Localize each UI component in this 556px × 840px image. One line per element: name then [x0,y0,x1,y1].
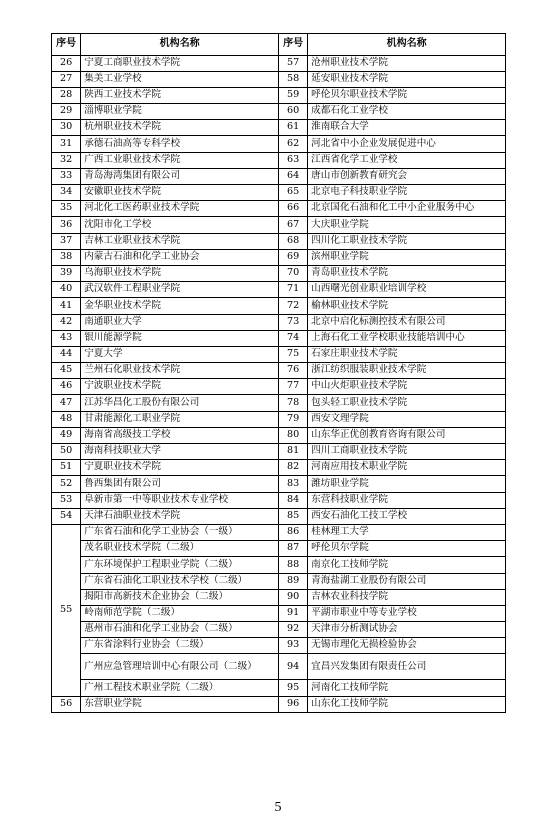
institution-name-right: 青岛职业技术学院 [308,265,506,281]
table-row [52,55,506,71]
row-number-left: 32 [52,152,81,168]
table-row [52,330,506,346]
institution-name-left: 杭州职业技术学院 [81,120,279,136]
row-number-left: 42 [52,314,81,330]
table-row [52,104,506,120]
institution-name-left: 广东省涂料行业协会（二级） [81,638,279,654]
institution-name-left: 广东省石油和化学工业协会（一级） [81,524,279,540]
row-number-right: 70 [278,265,307,281]
institution-name-right: 西安文理学院 [308,411,506,427]
row-number-right: 58 [278,71,307,87]
table-row [52,233,506,249]
row-number-left: 56 [52,696,81,712]
institution-name-right: 呼伦贝尔学院 [308,541,506,557]
table-row [52,265,506,281]
institution-name-right: 包头轻工职业技术学院 [308,395,506,411]
row-number-right: 82 [278,460,307,476]
table-row [52,589,506,605]
row-number-right: 68 [278,233,307,249]
row-number-left: 53 [52,492,81,508]
institution-name-right: 唐山市创新教育研究会 [308,168,506,184]
table-row [52,152,506,168]
institution-name-left: 江苏华昌化工股份有限公司 [81,395,279,411]
row-number-right: 62 [278,136,307,152]
table-row [52,476,506,492]
row-number-right: 89 [278,573,307,589]
institution-name-left: 海南省高级技工学校 [81,427,279,443]
institution-name-left: 广西工业职业技术学院 [81,152,279,168]
institution-name-left: 惠州市石油和化学工业协会（二级） [81,622,279,638]
institution-name-left: 宁波职业技术学院 [81,379,279,395]
institution-name-left: 甘肃能源化工职业学院 [81,411,279,427]
institution-name-right: 山西曙光创业职业培训学校 [308,282,506,298]
institution-name-right: 上海石化工业学校职业技能培训中心 [308,330,506,346]
institution-name-right: 北京国化石油和化工中小企业服务中心 [308,201,506,217]
institution-name-right: 北京电子科技职业学院 [308,185,506,201]
row-number-right: 61 [278,120,307,136]
row-number-left: 54 [52,508,81,524]
table-row [52,136,506,152]
row-number-left: 44 [52,346,81,362]
table-row [52,654,506,680]
row-number-right: 77 [278,379,307,395]
row-number-left: 31 [52,136,81,152]
institution-name-left: 沈阳市化工学校 [81,217,279,233]
institution-name-left: 天津石油职业技术学院 [81,508,279,524]
row-number-left: 34 [52,185,81,201]
institution-name-right: 延安职业技术学院 [308,71,506,87]
table-row [52,508,506,524]
row-number-left: 39 [52,265,81,281]
row-number-right: 64 [278,168,307,184]
row-number-right: 84 [278,492,307,508]
institution-name-right: 东营科技职业学院 [308,492,506,508]
table-row [52,638,506,654]
institution-name-right: 成都石化工业学校 [308,104,506,120]
row-number-right: 93 [278,638,307,654]
table-row [52,395,506,411]
institution-name-left: 银川能源学院 [81,330,279,346]
table-row [52,298,506,314]
institution-name-left: 安徽职业技术学院 [81,185,279,201]
row-number-left: 26 [52,55,81,71]
institution-name-right: 青海盐湖工业股份有限公司 [308,573,506,589]
table-row [52,573,506,589]
row-number-left: 48 [52,411,81,427]
institution-name-left: 淄博职业学院 [81,104,279,120]
row-number-right: 72 [278,298,307,314]
header-no-left: 序号 [52,34,81,56]
header-no-right: 序号 [278,34,307,56]
institution-name-left: 鲁西集团有限公司 [81,476,279,492]
institution-name-right: 吉林农业科技学院 [308,589,506,605]
institution-name-left: 广东环境保护工程职业学院（二级） [81,557,279,573]
table-row [52,696,506,712]
institution-name-right: 桂林理工大学 [308,524,506,540]
row-number-left: 51 [52,460,81,476]
table-row [52,346,506,362]
institution-name-left: 广东省石油化工职业技术学校（二级） [81,573,279,589]
row-number-left: 49 [52,427,81,443]
row-number-left: 47 [52,395,81,411]
row-number-right: 71 [278,282,307,298]
row-number-right: 81 [278,444,307,460]
row-number-right: 63 [278,152,307,168]
table-row [52,217,506,233]
table-row [52,460,506,476]
row-number-left: 35 [52,201,81,217]
institution-name-right: 浙江纺织服装职业技术学院 [308,363,506,379]
table-row [52,444,506,460]
row-number-left: 37 [52,233,81,249]
row-number-right: 79 [278,411,307,427]
institution-name-left: 集美工业学校 [81,71,279,87]
row-number-right: 75 [278,346,307,362]
institution-name-right: 平湖市职业中等专业学校 [308,605,506,621]
row-number-left: 52 [52,476,81,492]
row-number-left: 30 [52,120,81,136]
table-row [52,282,506,298]
institution-name-right: 河南应用技术职业学院 [308,460,506,476]
row-number-left: 46 [52,379,81,395]
table-row [52,249,506,265]
row-number-right: 86 [278,524,307,540]
page-number: 5 [274,800,282,815]
institution-name-left: 吉林工业职业技术学院 [81,233,279,249]
institution-name-left: 揭阳市高新技术企业协会（二级） [81,589,279,605]
table-row [52,185,506,201]
row-number-left: 38 [52,249,81,265]
row-number-right: 73 [278,314,307,330]
row-number-left: 29 [52,104,81,120]
row-number-right: 94 [278,654,307,680]
table-row [52,201,506,217]
institution-name-left: 金华职业技术学院 [81,298,279,314]
table-row [52,524,506,540]
row-number-left: 36 [52,217,81,233]
institution-name-left: 武汉软件工程职业学院 [81,282,279,298]
row-number-left-merged: 55 [52,524,81,696]
institution-name-right: 榆林职业技术学院 [308,298,506,314]
institution-name-left: 宁夏职业技术学院 [81,460,279,476]
institution-name-left: 承德石油高等专科学校 [81,136,279,152]
row-number-right: 60 [278,104,307,120]
row-number-left: 50 [52,444,81,460]
table-row [52,411,506,427]
institution-name-left: 河北化工医药职业技术学院 [81,201,279,217]
row-number-left: 33 [52,168,81,184]
institution-name-right: 中山火炬职业技术学院 [308,379,506,395]
institution-name-left: 广州应急管理培训中心有限公司（二级） [81,654,279,680]
institution-name-left: 宁夏工商职业技术学院 [81,55,279,71]
row-number-right: 67 [278,217,307,233]
table-row [52,314,506,330]
institution-name-right: 潍坊职业学院 [308,476,506,492]
table-row [52,379,506,395]
institution-name-right: 西安石油化工技工学校 [308,508,506,524]
table-row [52,557,506,573]
institution-name-left: 阜新市第一中等职业技术专业学校 [81,492,279,508]
institution-name-right: 山东华正优创教育咨询有限公司 [308,427,506,443]
table-row [52,71,506,87]
institution-name-left: 宁夏大学 [81,346,279,362]
institution-name-right: 石家庄职业技术学院 [308,346,506,362]
row-number-right: 90 [278,589,307,605]
row-number-right: 87 [278,541,307,557]
table-row [52,120,506,136]
row-number-right: 69 [278,249,307,265]
row-number-right: 92 [278,622,307,638]
row-number-right: 85 [278,508,307,524]
row-number-right: 83 [278,476,307,492]
table-row [52,680,506,696]
row-number-right: 91 [278,605,307,621]
table-row [52,168,506,184]
row-number-right: 59 [278,87,307,103]
row-number-right: 66 [278,201,307,217]
institution-name-right: 无锡市理化无损检验协会 [308,638,506,654]
table-row [52,622,506,638]
institution-name-right: 滨州职业学院 [308,249,506,265]
row-number-right: 78 [278,395,307,411]
table-row [52,363,506,379]
institution-name-right: 四川工商职业技术学院 [308,444,506,460]
header-name-right: 机构名称 [308,34,506,56]
institution-name-left: 兰州石化职业技术学院 [81,363,279,379]
institution-name-right: 河南化工技师学院 [308,680,506,696]
table-row [52,427,506,443]
row-number-right: 65 [278,185,307,201]
row-number-left: 27 [52,71,81,87]
institution-name-right: 呼伦贝尔职业技术学院 [308,87,506,103]
table-row [52,492,506,508]
institution-name-right: 天津市分析测试协会 [308,622,506,638]
institution-name-right: 沧州职业技术学院 [308,55,506,71]
institution-name-left: 南通职业大学 [81,314,279,330]
institution-name-right: 四川化工职业技术学院 [308,233,506,249]
row-number-right: 57 [278,55,307,71]
institution-table [51,33,506,713]
institution-name-left: 陕西工业技术学院 [81,87,279,103]
institution-name-right: 南京化工技师学院 [308,557,506,573]
row-number-right: 74 [278,330,307,346]
institution-name-right: 大庆职业学院 [308,217,506,233]
institution-name-right: 北京中启化标测控技术有限公司 [308,314,506,330]
institution-name-left: 海南科技职业大学 [81,444,279,460]
institution-name-left: 东营职业学院 [81,696,279,712]
row-number-right: 88 [278,557,307,573]
table-header-row [52,34,506,56]
institution-name-right: 河北省中小企业发展促进中心 [308,136,506,152]
institution-name-right: 山东化工技师学院 [308,696,506,712]
institution-name-left: 乌海职业技术学院 [81,265,279,281]
table-row [52,541,506,557]
institution-name-left: 茂名职业技术学院（二级） [81,541,279,557]
row-number-left: 41 [52,298,81,314]
institution-name-right: 宜昌兴发集团有限责任公司 [308,654,506,680]
row-number-right: 95 [278,680,307,696]
table-row [52,87,506,103]
row-number-right: 96 [278,696,307,712]
institution-name-left: 广州工程技术职业学院（二级） [81,680,279,696]
row-number-right: 80 [278,427,307,443]
institution-name-right: 淮南联合大学 [308,120,506,136]
institution-name-left: 青岛海湾集团有限公司 [81,168,279,184]
row-number-left: 28 [52,87,81,103]
table-row [52,605,506,621]
row-number-left: 43 [52,330,81,346]
row-number-right: 76 [278,363,307,379]
row-number-left: 45 [52,363,81,379]
institution-name-right: 江西省化学工业学校 [308,152,506,168]
institution-name-left: 岭南师范学院（二级） [81,605,279,621]
header-name-left: 机构名称 [81,34,279,56]
row-number-left: 40 [52,282,81,298]
institution-name-left: 内蒙古石油和化学工业协会 [81,249,279,265]
